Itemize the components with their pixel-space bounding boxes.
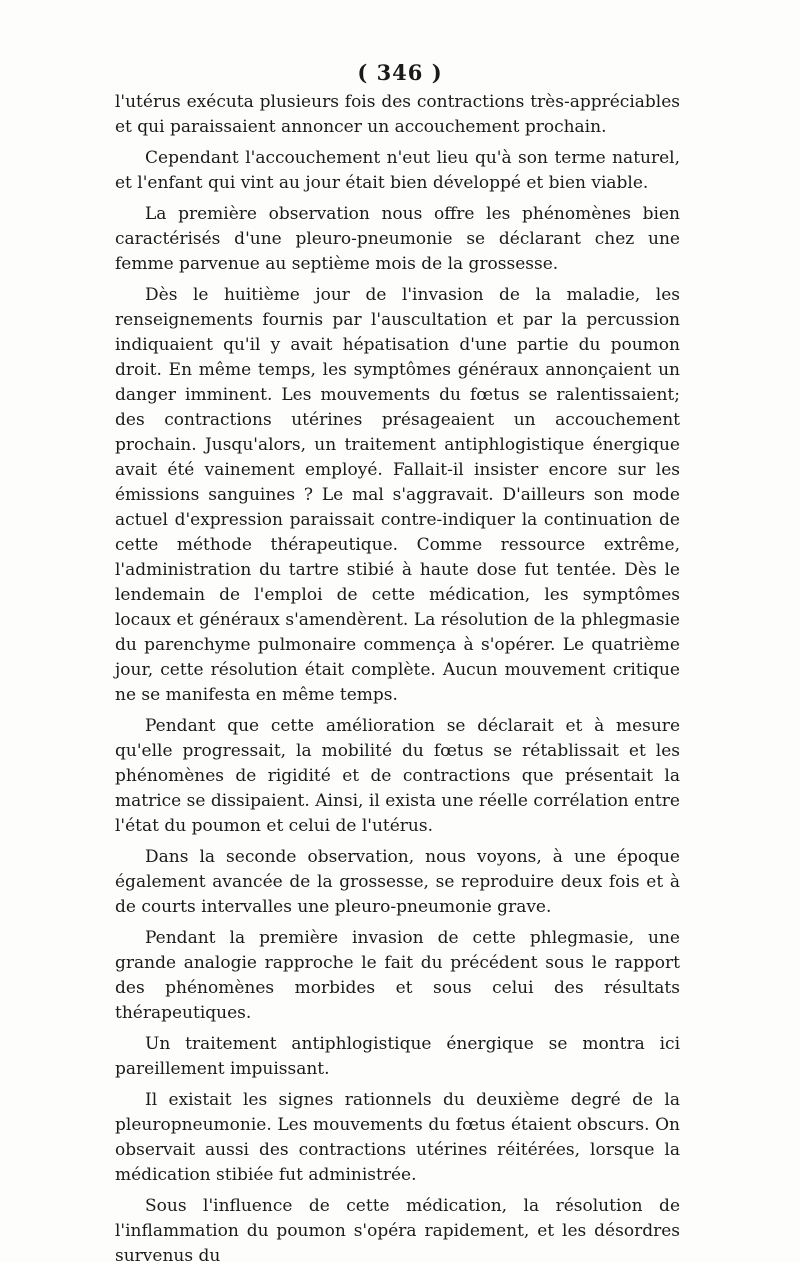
paragraph: Dès le huitième jour de l'invasion de la maladie, les renseignements fournis par l'auscultation et par la percussion indiquaient qu'il y avait hépatisation d'une partie du poumon droit. En même temps, les symptômes généraux annonçaient un danger imminent. Les mouvements du fœtus se ralentissaient; des contractions utérines présageaient un accouchement prochain. Jusqu'alors, un traitement antiphlogistique énergique avait été vainement employé. Fallait-il insister encore sur les émissions sanguines ? Le mal s'aggravait. D'ailleurs son mode actuel d'expression paraissait contre-indiquer la continuation de cette méthode thérapeutique. Comme ressource extrême, l'administration du tartre stibié à haute dose fut tentée. Dès le lendemain de l'emploi de cette médication, les symptômes locaux et généraux s'amendèrent. La résolution de la phlegmasie du parenchyme pulmonaire commença à s'opérer. Le quatrième jour, cette résolution était complète. Aucun mouvement critique ne se manifesta en même temps. xyxy=(115,285,680,705)
paragraph: Cependant l'accouchement n'eut lieu qu'à son terme naturel, et l'enfant qui vint au jour était bien développé et bien viable. xyxy=(115,148,680,193)
paragraph: l'utérus exécuta plusieurs fois des contractions très-appréciables et qui paraissaient annoncer un accouchement prochain. xyxy=(115,92,680,137)
paragraph: Un traitement antiphlogistique énergique se montra ici pareillement impuissant. xyxy=(115,1034,680,1079)
paragraph: La première observation nous offre les phénomènes bien caractérisés d'une pleuro-pneumonie se déclarant chez une femme parvenue au septième mois de la grossesse. xyxy=(115,204,680,274)
paragraph: Dans la seconde observation, nous voyons, à une époque également avancée de la grossesse, se reproduire deux fois et à de courts intervalles une pleuro-pneumonie grave. xyxy=(115,847,680,917)
body-text xyxy=(115,90,680,1275)
page-number: ( 346 ) xyxy=(357,60,443,85)
paragraph: Il existait les signes rationnels du deuxième degré de la pleuropneumonie. Les mouvements du fœtus étaient obscurs. On observait aussi des contractions utérines réitérées, lorsque la médication stibiée fut administrée. xyxy=(115,1090,680,1185)
paragraph: Pendant la première invasion de cette phlegmasie, une grande analogie rapproche le fait du précédent sous le rapport des phénomènes morbides et sous celui des résultats thérapeutiques. xyxy=(115,928,680,1023)
paragraph: Pendant que cette amélioration se déclarait et à mesure qu'elle progressait, la mobilité du fœtus se rétablissait et les phénomènes de rigidité et de contractions que présentait la matrice se dissipaient. Ainsi, il exista une réelle corrélation entre l'état du poumon et celui de l'utérus. xyxy=(115,716,680,836)
paragraph: Sous l'influence de cette médication, la résolution de l'inflammation du poumon s'opéra rapidement, et les désordres survenus du xyxy=(115,1196,680,1266)
